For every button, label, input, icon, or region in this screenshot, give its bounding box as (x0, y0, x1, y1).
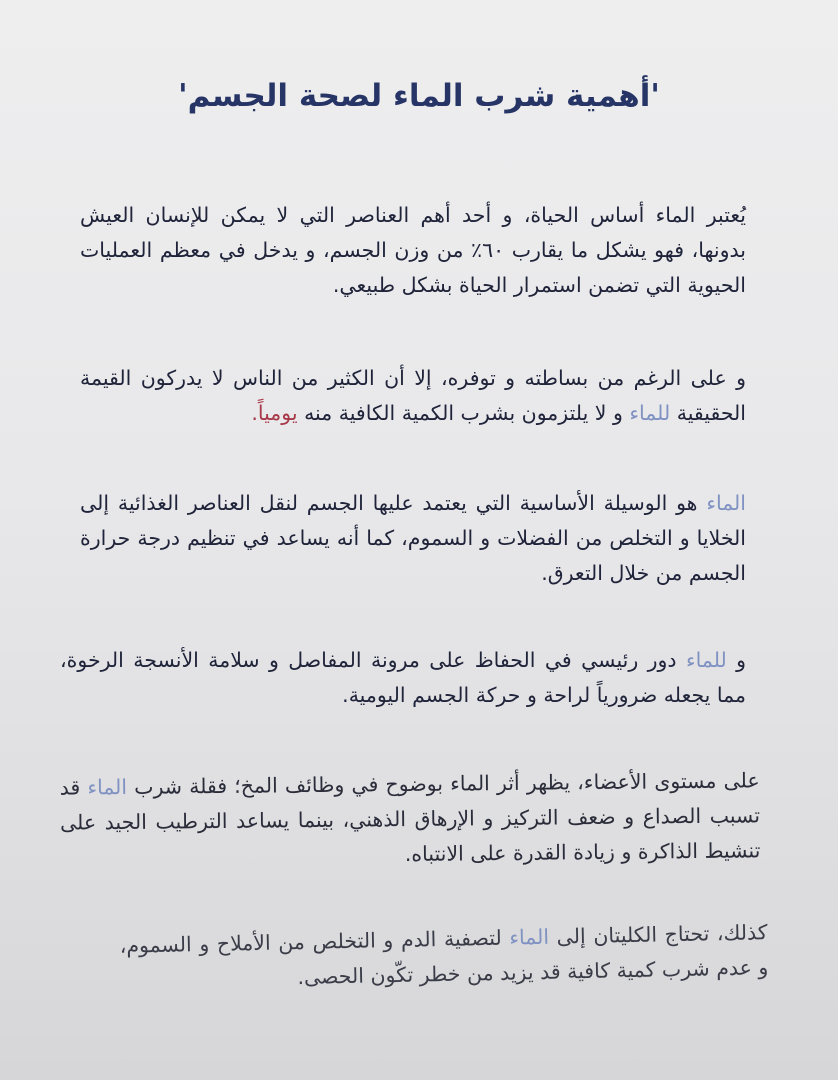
paragraph-5-text-b: قد تسبب الصداع و ضعف التركيز و الإرهاق الذهني، بينما يساعد الترطيب الجيد على تنشيط الذاكرة و زيادة القدرة على الانتباه. (59, 775, 761, 867)
paragraph-3-text: هو الوسيلة الأساسية التي يعتمد عليها الجسم لنقل العناصر الغذائية إلى الخلايا و التخلص من الفضلات و السموم، كما أنه يساعد في تنظيم درجة حرارة الجسم من خلال التعرق. (80, 491, 746, 585)
water-highlight: الماء (87, 774, 128, 800)
paragraph-4-text-a: و (726, 648, 747, 672)
paragraph-2-text-a: و على الرغم من بساطته و توفره، إلا أن الكثير من الناس لا يدركون القيمة الحقيقية (80, 366, 746, 425)
paragraph-4 (60, 643, 746, 713)
paragraph-4-text-b: دور رئيسي في الحفاظ على مرونة المفاصل و سلامة الأنسجة الرخوة، مما يجعله ضرورياً لراحة و حركة الجسم اليومية. (60, 648, 746, 707)
paragraph-2 (80, 361, 746, 431)
paragraph-5-text-a: على مستوى الأعضاء، يظهر أثر الماء بوضوح في وظائف المخ؛ فقلة شرب (126, 768, 760, 799)
water-highlight: للماء (685, 648, 727, 672)
paragraph-3 (80, 486, 746, 591)
paragraph-6-text-b: لتصفية الدم و التخلص من الأملاح و السموم، و عدم شرب كمية كافية قد يزيد من خطر تكّون الحصى. (119, 925, 769, 990)
paragraph-5 (59, 763, 760, 875)
daily-highlight: يومياً. (251, 401, 298, 425)
paragraph-6-text-a: كذلك، تحتاج الكليتان إلى (548, 920, 768, 949)
page-title: 'أهمية شرب الماء لصحة الجسم' (178, 78, 660, 114)
water-highlight: الماء (509, 924, 550, 950)
paragraph-2-text-b: و لا يلتزمون بشرب الكمية الكافية منه (297, 401, 630, 425)
water-highlight: للماء (629, 401, 671, 425)
water-highlight: الماء (706, 491, 746, 515)
paragraph-1: يُعتبر الماء أساس الحياة، و أحد أهم العناصر التي لا يمكن للإنسان العيش بدونها، فهو يشكل ما يقارب ٦٠٪ من وزن الجسم، و يدخل في معظم العمليات الحيوية التي تضمن استمرار الحياة بشكل طبيعي. (80, 203, 746, 297)
paragraph-6 (119, 915, 768, 999)
